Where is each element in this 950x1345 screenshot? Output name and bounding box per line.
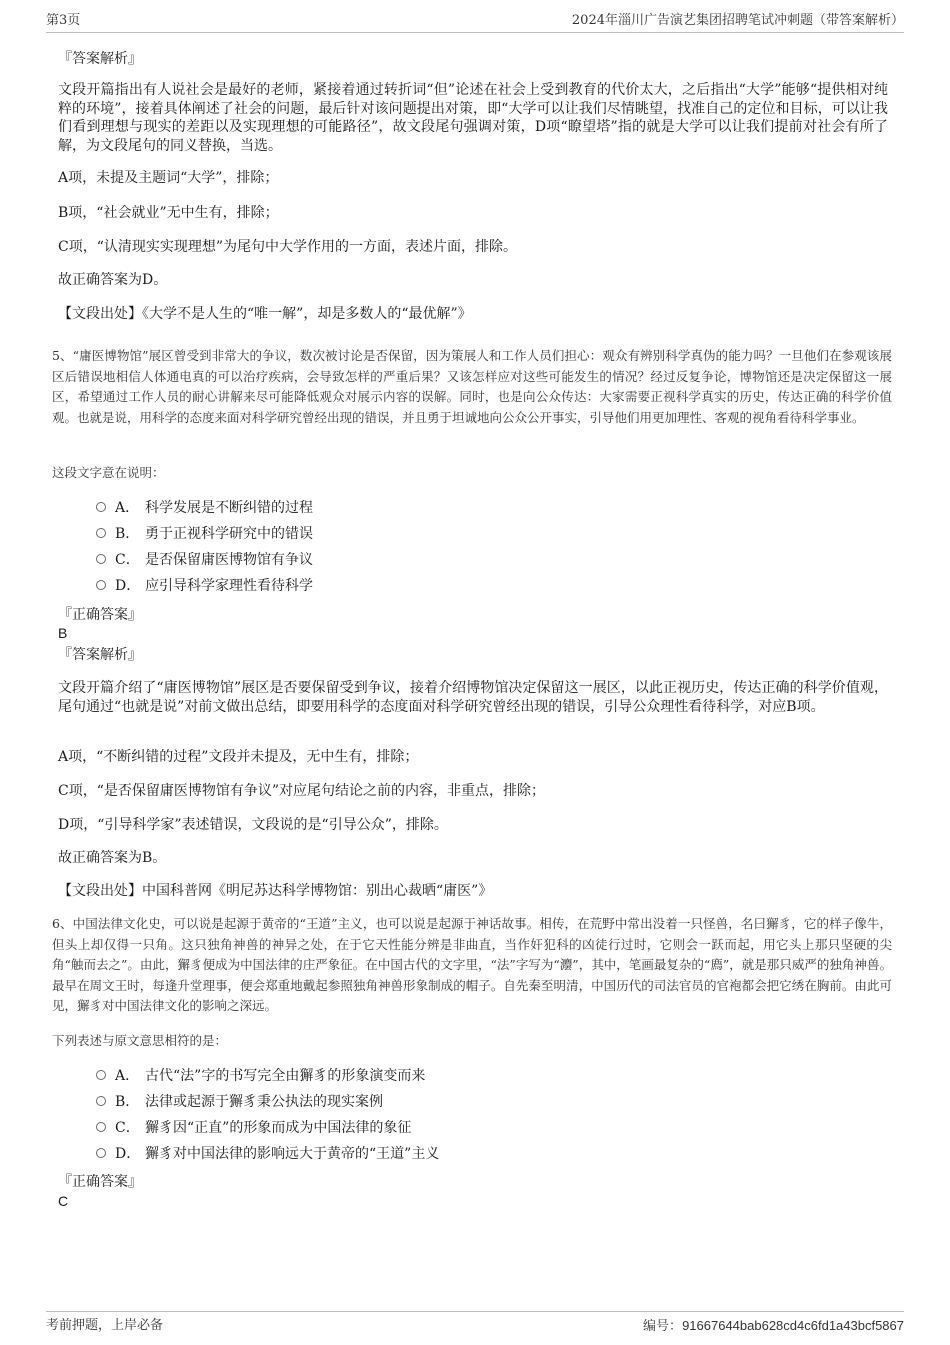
q5-question: 这段文字意在说明：	[52, 465, 165, 480]
q4-note-b: B项，“社会就业”无中生有，排除；	[58, 205, 279, 221]
radio-icon[interactable]	[96, 502, 106, 512]
q4-conclusion: 故正确答案为D。	[58, 272, 168, 288]
q4-analysis-label: 『答案解析』	[58, 51, 142, 67]
page-footer	[46, 1311, 904, 1336]
q5-source: 【文段出处】中国科普网《明尼苏达科学博物馆：别出心裁晒“庸医”》	[58, 883, 493, 899]
footer-slogan: 考前押题，上岸必备	[46, 1318, 164, 1333]
radio-icon[interactable]	[96, 1096, 106, 1106]
q6-answer: C	[58, 1193, 69, 1209]
q5-analysis-text: 文段开篇介绍了“庸医博物馆”展区是否要保留受到争议，接着介绍博物馆决定保留这一展区，以此正视历史，传达正确的科学价值观，尾句通过“也就是说”对前文做出总结，即要用科学的态度面对科学研究曾经出现的错误，引导公众理性看待科学，对应B项。	[58, 680, 888, 715]
radio-icon[interactable]	[96, 528, 106, 538]
q4-note-a: A项，未提及主题词“大学”，排除；	[58, 170, 279, 186]
radio-icon[interactable]	[96, 580, 106, 590]
q6-option-c[interactable]: C． 獬豸因“正直”的形象而成为中国法律的象征	[96, 1119, 411, 1137]
radio-icon[interactable]	[96, 1070, 106, 1080]
radio-icon[interactable]	[96, 554, 106, 564]
q6-option-b[interactable]: B． 法律或起源于獬豸秉公执法的现实案例	[96, 1093, 383, 1111]
q4-analysis-text: 文段开篇指出有人说社会是最好的老师，紧接着通过转折词“但”论述在社会上受到教育的代价太大，之后指出“大学”能够“提供相对纯粹的环境”，接着具体阐述了社会的问题，最后针对该问题提出对策，即“大学可以让我们尽情眺望，找准自己的定位和目标，可以让我们看到理想与现实的差距以及实现理想的可能路径”，故文段尾句强调对策，D项“瞭望塔”指的就是大学可以让我们提前对社会有所了解，为文段尾句的同义替换，当选。	[58, 82, 888, 154]
q5-option-a[interactable]: A． 科学发展是不断纠错的过程	[96, 499, 313, 517]
document-code: 编号：91667644bab628cd4c6fd1a43bcf5867	[643, 1318, 904, 1334]
q5-conclusion: 故正确答案为B。	[58, 850, 167, 866]
q5-answer-label: 『正确答案』	[58, 607, 142, 623]
q6-answer-label: 『正确答案』	[58, 1174, 142, 1190]
q5-note-c: C项，“是否保留庸医博物馆有争议”对应尾句结论之前的内容，非重点，排除；	[58, 783, 546, 799]
q6-stem: 6、中国法律文化史，可以说是起源于黄帝的“王道”主义，也可以说是起源于神话故事。相传，在荒野中常出没着一只怪兽，名曰獬豸，它的样子像牛，但头上却仅得一只角。这只独角神兽的神异之处，在于它天性能分辨是非曲直，当作奸犯科的凶徒行过时，它则会一跃而起，用它头上那只坚硬的尖角“触而去之”。由此，獬豸便成为中国法律的庄严象征。在中国古代的文字里，“法”字写为“灋”，其中，笔画最复杂的“廌”，就是那只威严的独角神兽。最早在周文王时，每逢升堂理事，便会郑重地戴起参照独角神兽形象制成的帽子。自先秦至明清，中国历代的司法官员的官袍都会把它绣在胸前。由此可见，獬豸对中国法律文化的影响之深远。	[52, 916, 892, 1013]
radio-icon[interactable]	[96, 1122, 106, 1132]
q5-stem: 5、“庸医博物馆”展区曾受到非常大的争议，数次被讨论是否保留，因为策展人和工作人员们担心：观众有辨别科学真伪的能力吗？一旦他们在参观该展区后错误地相信人体通电真的可以治疗疾病，会导致怎样的严重后果？又该怎样应对这些可能发生的情况？经过反复争论，博物馆还是决定保留这一展区，希望通过工作人员的耐心讲解来尽可能降低观众对展示内容的误解。同时，也是向公众传达：大家需要正视科学真实的历史，传达正确的科学价值观。也就是说，用科学的态度来面对科学研究曾经出现的错误，并且勇于坦诚地向公众公开事实，引导他们用更加理性、客观的视角看待科学事业。	[52, 348, 892, 425]
radio-icon[interactable]	[96, 1148, 106, 1158]
q5-analysis-label: 『答案解析』	[58, 647, 142, 663]
q6-option-d[interactable]: D． 獬豸对中国法律的影响远大于黄帝的“王道”主义	[96, 1145, 439, 1163]
q5-option-b[interactable]: B． 勇于正视科学研究中的错误	[96, 525, 313, 543]
q5-option-c[interactable]: C． 是否保留庸医博物馆有争议	[96, 551, 313, 569]
q5-note-d: D项，“引导科学家”表述错误，文段说的是“引导公众”，排除。	[58, 817, 448, 833]
q5-answer: B	[58, 625, 68, 641]
q4-note-c: C项，“认清现实实现理想”为尾句中大学作用的一方面，表述片面，排除。	[58, 239, 518, 255]
document-title: 2024年淄川广告演艺集团招聘笔试冲刺题（带答案解析）	[571, 13, 904, 28]
q5-note-a: A项，“不断纠错的过程”文段并未提及，无中生有，排除；	[58, 749, 419, 765]
page-header	[46, 10, 904, 33]
q5-option-d[interactable]: D． 应引导科学家理性看待科学	[96, 577, 313, 595]
q4-source: 【文段出处】《大学不是人生的“唯一解”，却是多数人的“最优解”》	[58, 306, 472, 322]
q6-question: 下列表述与原文意思相符的是：	[52, 1033, 228, 1048]
q6-option-a[interactable]: A． 古代“法”字的书写完全由獬豸的形象演变而来	[96, 1067, 425, 1085]
page-number: 第3页	[46, 13, 81, 28]
